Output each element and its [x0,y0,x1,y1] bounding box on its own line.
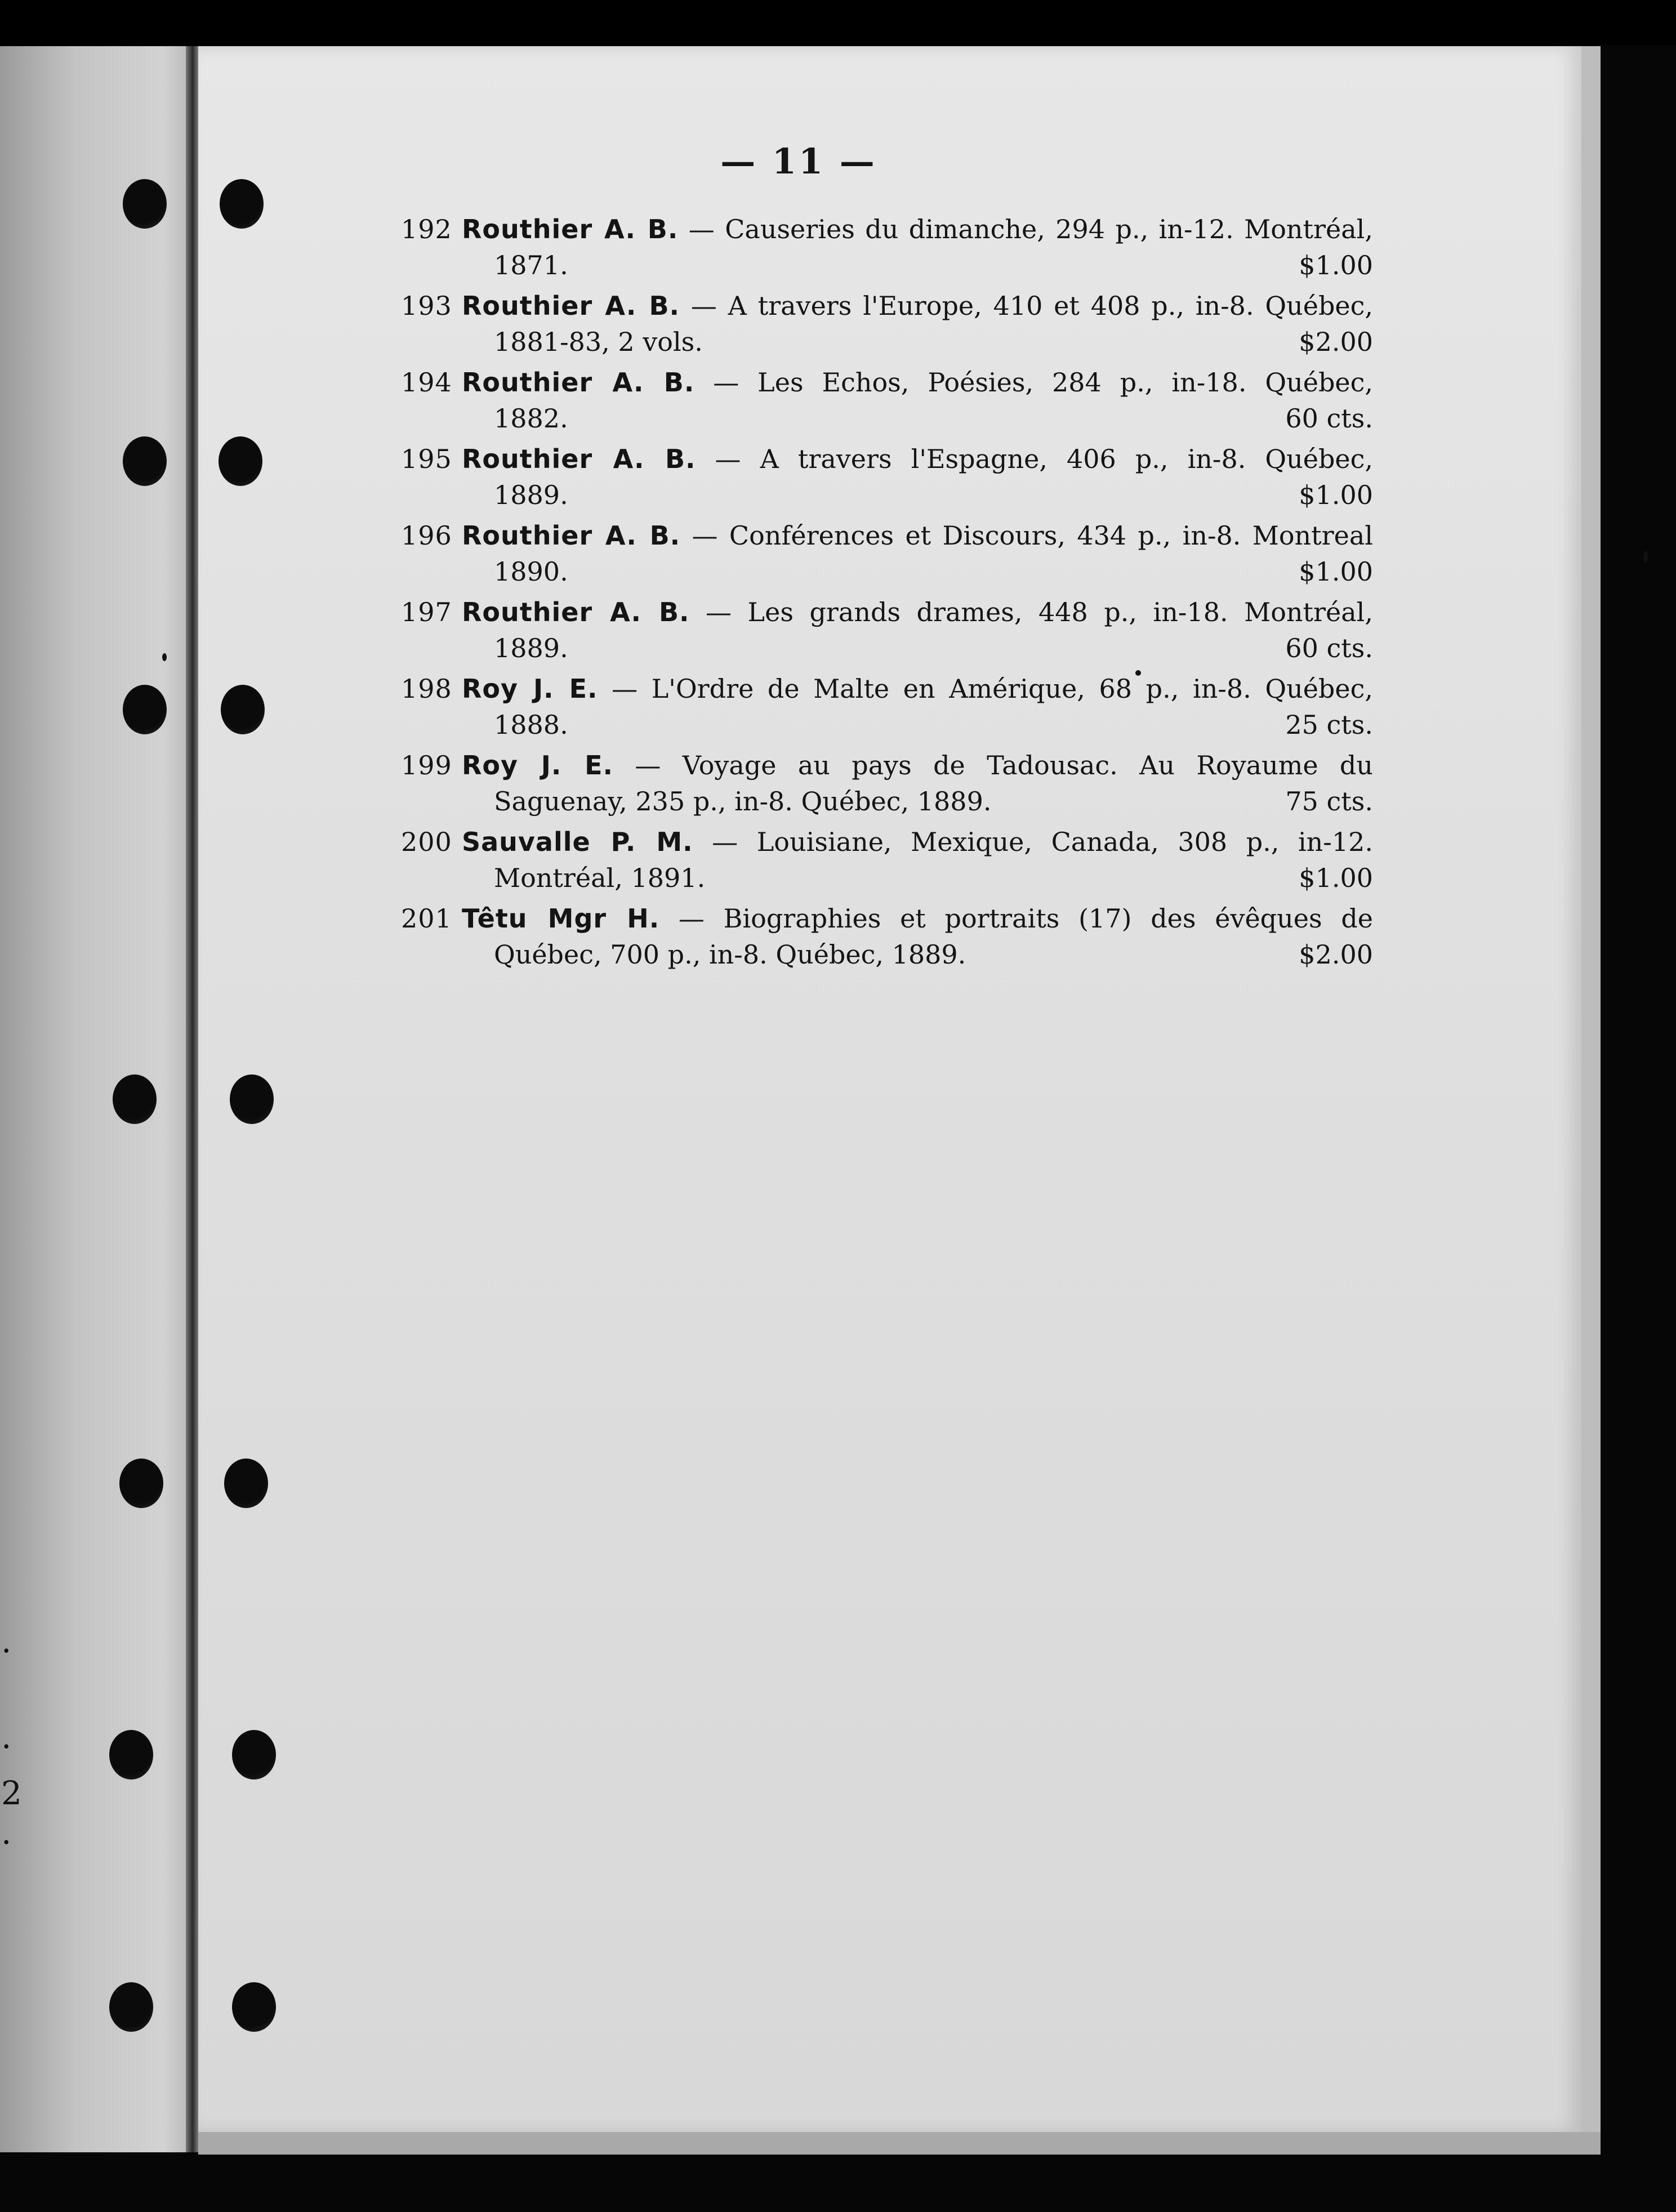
margin-fragment: . [1,1718,12,1756]
entry-second-line [494,863,1373,899]
entry-first-line [462,214,1373,250]
entry-number: 200 [401,827,452,857]
binding-hole [123,685,167,734]
entry-first-line [462,597,1373,633]
entry-second-line [494,633,1373,669]
entry-continuation: Saguenay, 235 p., in-8. Québec, 1889. [494,786,992,817]
entry-price: $2.00 [1299,939,1373,970]
binding-hole [220,179,264,229]
catalog-entry [401,674,1373,750]
entry-author: Routhier A. B. [462,214,679,244]
entry-second-line [494,327,1373,363]
entry-continuation: 1889. [494,480,568,510]
entry-continuation: 1888. [494,710,568,740]
catalog-entry [401,444,1373,520]
entry-price: $1.00 [1299,863,1373,893]
entry-first-line [462,291,1373,327]
entry-author: Roy J. E. [462,750,613,781]
entry-second-line [494,786,1373,822]
entry-price: 25 cts. [1285,710,1373,740]
catalog-entry [401,367,1373,444]
scan-border [0,0,1676,45]
entry-author: Routhier A. B. [462,291,680,321]
scan-speck [162,653,167,661]
entry-title: — Voyage au pays de Tadousac. Au Royaume du [613,750,1373,781]
entry-title: — Les Echos, Poésies, 284 p., in-18. Québec, [694,367,1373,398]
margin-fragment: . [1,1813,12,1852]
entry-number: 194 [401,367,452,398]
entry-continuation: 1889. [494,633,568,663]
entry-price: 75 cts. [1285,786,1373,817]
entry-number: 197 [401,597,452,627]
entry-title: — Les grands drames, 448 p., in-18. Montréal, [689,597,1373,627]
entry-title: — L'Ordre de Malte en Amérique, 68 p., in-8. Québec, [598,674,1373,704]
binding-hole [109,1982,153,2032]
entry-continuation: Québec, 700 p., in-8. Québec, 1889. [494,939,966,970]
entry-author: Routhier A. B. [462,520,681,551]
entry-title: — Biographies et portraits (17) des évêques de [659,903,1373,934]
binding-hole [109,1730,153,1780]
page-number: — 11 — [720,141,877,182]
entry-title: — Causeries du dimanche, 294 p., in-12. Montréal, [678,214,1374,244]
entry-number: 192 [401,214,452,244]
entry-price: $2.00 [1299,327,1373,357]
binding-hole [230,1074,274,1124]
entry-author: Routhier A. B. [462,597,690,627]
binding-hole [119,1459,163,1508]
previous-page-edge [0,46,191,2152]
binding-hole [232,1730,276,1780]
entry-title: — Louisiane, Mexique, Canada, 308 p., in-12. [693,827,1374,857]
entry-price: 60 cts. [1285,403,1373,434]
entry-author: Sauvalle P. M. [462,827,693,857]
binding-hole [232,1982,276,2032]
entry-title: — A travers l'Europe, 410 et 408 p., in-8. Québec, [680,291,1373,321]
entry-continuation: 1881-83, 2 vols. [494,327,703,357]
entry-first-line [462,827,1373,863]
entry-second-line [494,250,1373,286]
entry-second-line [494,480,1373,516]
catalog-entry [401,597,1373,674]
entry-continuation: 1882. [494,403,568,434]
entry-price: $1.00 [1299,556,1373,587]
entry-number: 195 [401,444,452,474]
entry-second-line [494,403,1373,439]
binding-hole [113,1074,157,1124]
entry-second-line [494,556,1373,592]
catalog-entry [401,750,1373,827]
entry-price: $1.00 [1299,480,1373,510]
entry-title: — Conférences et Discours, 434 p., in-8. Montreal [680,520,1373,551]
entry-number: 201 [401,903,452,934]
margin-fragment: 2 [1,1774,22,1812]
entry-author: Routhier A. B. [462,444,696,474]
entry-second-line [494,710,1373,746]
entry-price: $1.00 [1299,250,1373,280]
entry-author: Roy J. E. [462,674,598,704]
entry-first-line [462,903,1373,939]
catalog-entry [401,827,1373,903]
entry-continuation: Montréal, 1891. [494,863,706,893]
entry-number: 193 [401,291,452,321]
entry-title: — A travers l'Espagne, 406 p., in-8. Québec, [696,444,1374,474]
entry-number: 199 [401,750,452,781]
entry-number: 196 [401,520,452,551]
entry-author: Routhier A. B. [462,367,695,398]
entry-author: Têtu Mgr H. [462,903,660,934]
entry-second-line [494,939,1373,975]
page-bottom-edge [198,2132,1601,2155]
binding-hole [123,179,167,229]
margin-fragment: . [1,1622,12,1660]
entry-first-line [462,444,1373,480]
entry-first-line [462,367,1373,403]
entry-first-line [462,674,1373,710]
binding-hole [123,436,167,486]
catalog-entries [401,214,1373,980]
entry-continuation: 1890. [494,556,568,587]
scan-speck [1643,551,1648,563]
binding-hole [224,1459,268,1508]
entry-first-line [462,750,1373,786]
catalog-entry [401,520,1373,597]
entry-first-line [462,520,1373,556]
entry-continuation: 1871. [494,250,568,280]
catalog-entry [401,903,1373,980]
book-gutter [186,46,199,2152]
entry-number: 198 [401,674,452,704]
entry-price: 60 cts. [1285,633,1373,663]
catalog-entry [401,214,1373,291]
binding-hole [221,685,265,734]
catalog-entry [401,291,1373,367]
binding-hole [219,436,262,486]
